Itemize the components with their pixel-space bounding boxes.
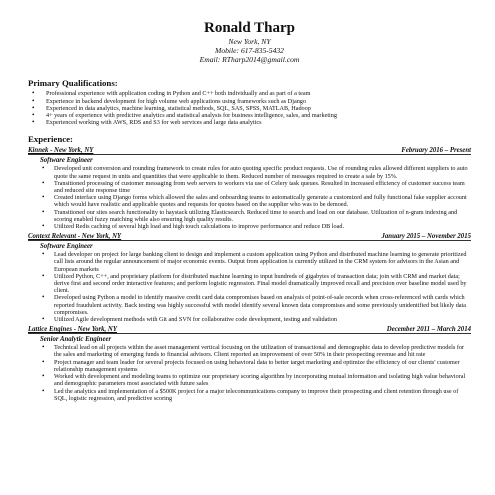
job-bullet: • Technical lead on all projects within the asset management vertical focusing on the utilization of transactional and demographic data to develop predictive models for the sales and marketing of emerging funds to financial advisors. Client reported an improvement of over 50% in their prospecting revenue and hit rate xyxy=(28,344,471,358)
mobile-number: Mobile: 617-835-5432 xyxy=(215,45,284,55)
qualifications-heading: Primary Qualifications: xyxy=(28,78,118,89)
job-bullet: • Utilized Agile development methods with Git and SVN for collaborative code development, testing and validation xyxy=(28,316,471,323)
job-header xyxy=(28,326,471,334)
job-bullet: • Transitioned processing of customer messaging from web servers to workers via use of Celery task queues. Resulted in increased efficiency of customer success team and reduced site response time xyxy=(28,180,471,194)
job-role: Software Engineer xyxy=(40,243,93,251)
job-role: Senior Analytic Engineer xyxy=(40,336,112,344)
company-name: Lattice Engines - New York, NY xyxy=(28,326,117,334)
company-name: Kinnek - New York, NY xyxy=(28,147,94,155)
resume-header xyxy=(28,20,471,64)
job-bullet: • Created interface using Django forms which allowed the sales and onboarding teams to automatically generate a customized and fully functional fake supplier account which would have realistic and applicable quotes and requests for quotes based on the supplier who was to be demoed. xyxy=(28,194,471,208)
qualifications-list xyxy=(28,90,471,126)
job-header xyxy=(28,233,471,241)
email-address: Email: RTharp2014@gmail.com xyxy=(199,54,300,64)
job-entry xyxy=(28,326,471,402)
job-bullets xyxy=(28,251,471,323)
job-dates: February 2016 – Present xyxy=(401,147,471,155)
job-bullets xyxy=(28,165,471,230)
job-dates: December 2011 – March 2014 xyxy=(386,326,471,334)
job-entry xyxy=(28,233,471,323)
qualification-item: • Experienced in data analytics, machine learning, statistical methods, SQL, SAS, SPSS, MATLAB, Hadoop xyxy=(28,105,471,112)
job-bullet: • Worked with development and modeling teams to optimize our proprietary scoring algorithm by incorporating mutual information and isolating high value behavioral and demographic parameters most associated with future sales xyxy=(28,373,471,387)
job-header xyxy=(28,147,471,155)
job-bullets xyxy=(28,344,471,402)
job-bullet: • Transitioned our sites search functionality to haystack utilizing Elasticsearch. Reduced time to search and load on our database. Utilization of n-gram indexing and scoring enabled fuzzy matching while also ensuring high quality results. xyxy=(28,209,471,223)
job-role: Software Engineer xyxy=(40,157,93,165)
job-dates: January 2015 – November 2015 xyxy=(381,233,471,241)
qualification-item: • Professional experience with application coding in Python and C++ both individually and as part of a team xyxy=(28,90,471,97)
job-bullet: • Project manager and team leader for several projects focused on using behavioral data to better target marketing and optimize the efficiency of our clients' customer relationship management systems xyxy=(28,359,471,373)
job-bullet: • Led the analytics and implementation of a $500K project for a major telecommunications company to improve their prospecting and client retention through use of SQL, logistic regression, and predictive scoring xyxy=(28,388,471,402)
job-bullet: • Developed using Python a model to identify massive credit card data compromises based on analysis of point-of-sale records when cross-referenced with cards which reported fraudulent activity. Back testing was highly successful with model identify several known data compromises and some previously unidentified but likely data compromises. xyxy=(28,294,471,316)
job-bullet: • Lead developer on project for large banking client to design and implement a custom application using Python and distributed machine learning to generate prioritized call lists around the regular announcement of major economic events. Output from application is currently utilized in the CRM system for advisors in the Asian and European markets xyxy=(28,251,471,273)
candidate-name: Ronald Tharp xyxy=(203,20,295,36)
location: New York, NY xyxy=(228,37,271,47)
experience-list xyxy=(28,147,471,401)
job-entry xyxy=(28,147,471,230)
job-bullet: • Developed unit conversion and rounding framework to create rules for auto quoting specific product requests. Use of rounding rules allowed different suppliers to auto quote the same request in units and quantities that were applicable to them. Reduced number of messages required to create a sale by 15%. xyxy=(28,165,471,179)
qualification-item: • 4+ years of experience with predictive analytics and statistical analysis for business intelligence, sales, and marketing xyxy=(28,112,471,119)
qualification-item: • Experience in backend development for high volume web applications using frameworks such as Django xyxy=(28,98,471,105)
job-bullet: • Utilized Redis caching of several high load and high touch calculations to improve performance and reduce DB load. xyxy=(28,223,471,230)
job-bullet: • Utilized Python, C++, and proprietary platform for distributed machine learning to input hundreds of gigabytes of transaction data; join with CRM and market data; derive first and second order interactive features; and perform logistic regression. Final model dramatically improved recall and precision over baseline model used by client. xyxy=(28,273,471,295)
experience-heading: Experience: xyxy=(28,134,73,145)
company-name: Context Relevant - New York, NY xyxy=(28,233,122,241)
qualification-item: • Experienced working with AWS, RDS and S3 for web services and large data analytics xyxy=(28,119,471,126)
